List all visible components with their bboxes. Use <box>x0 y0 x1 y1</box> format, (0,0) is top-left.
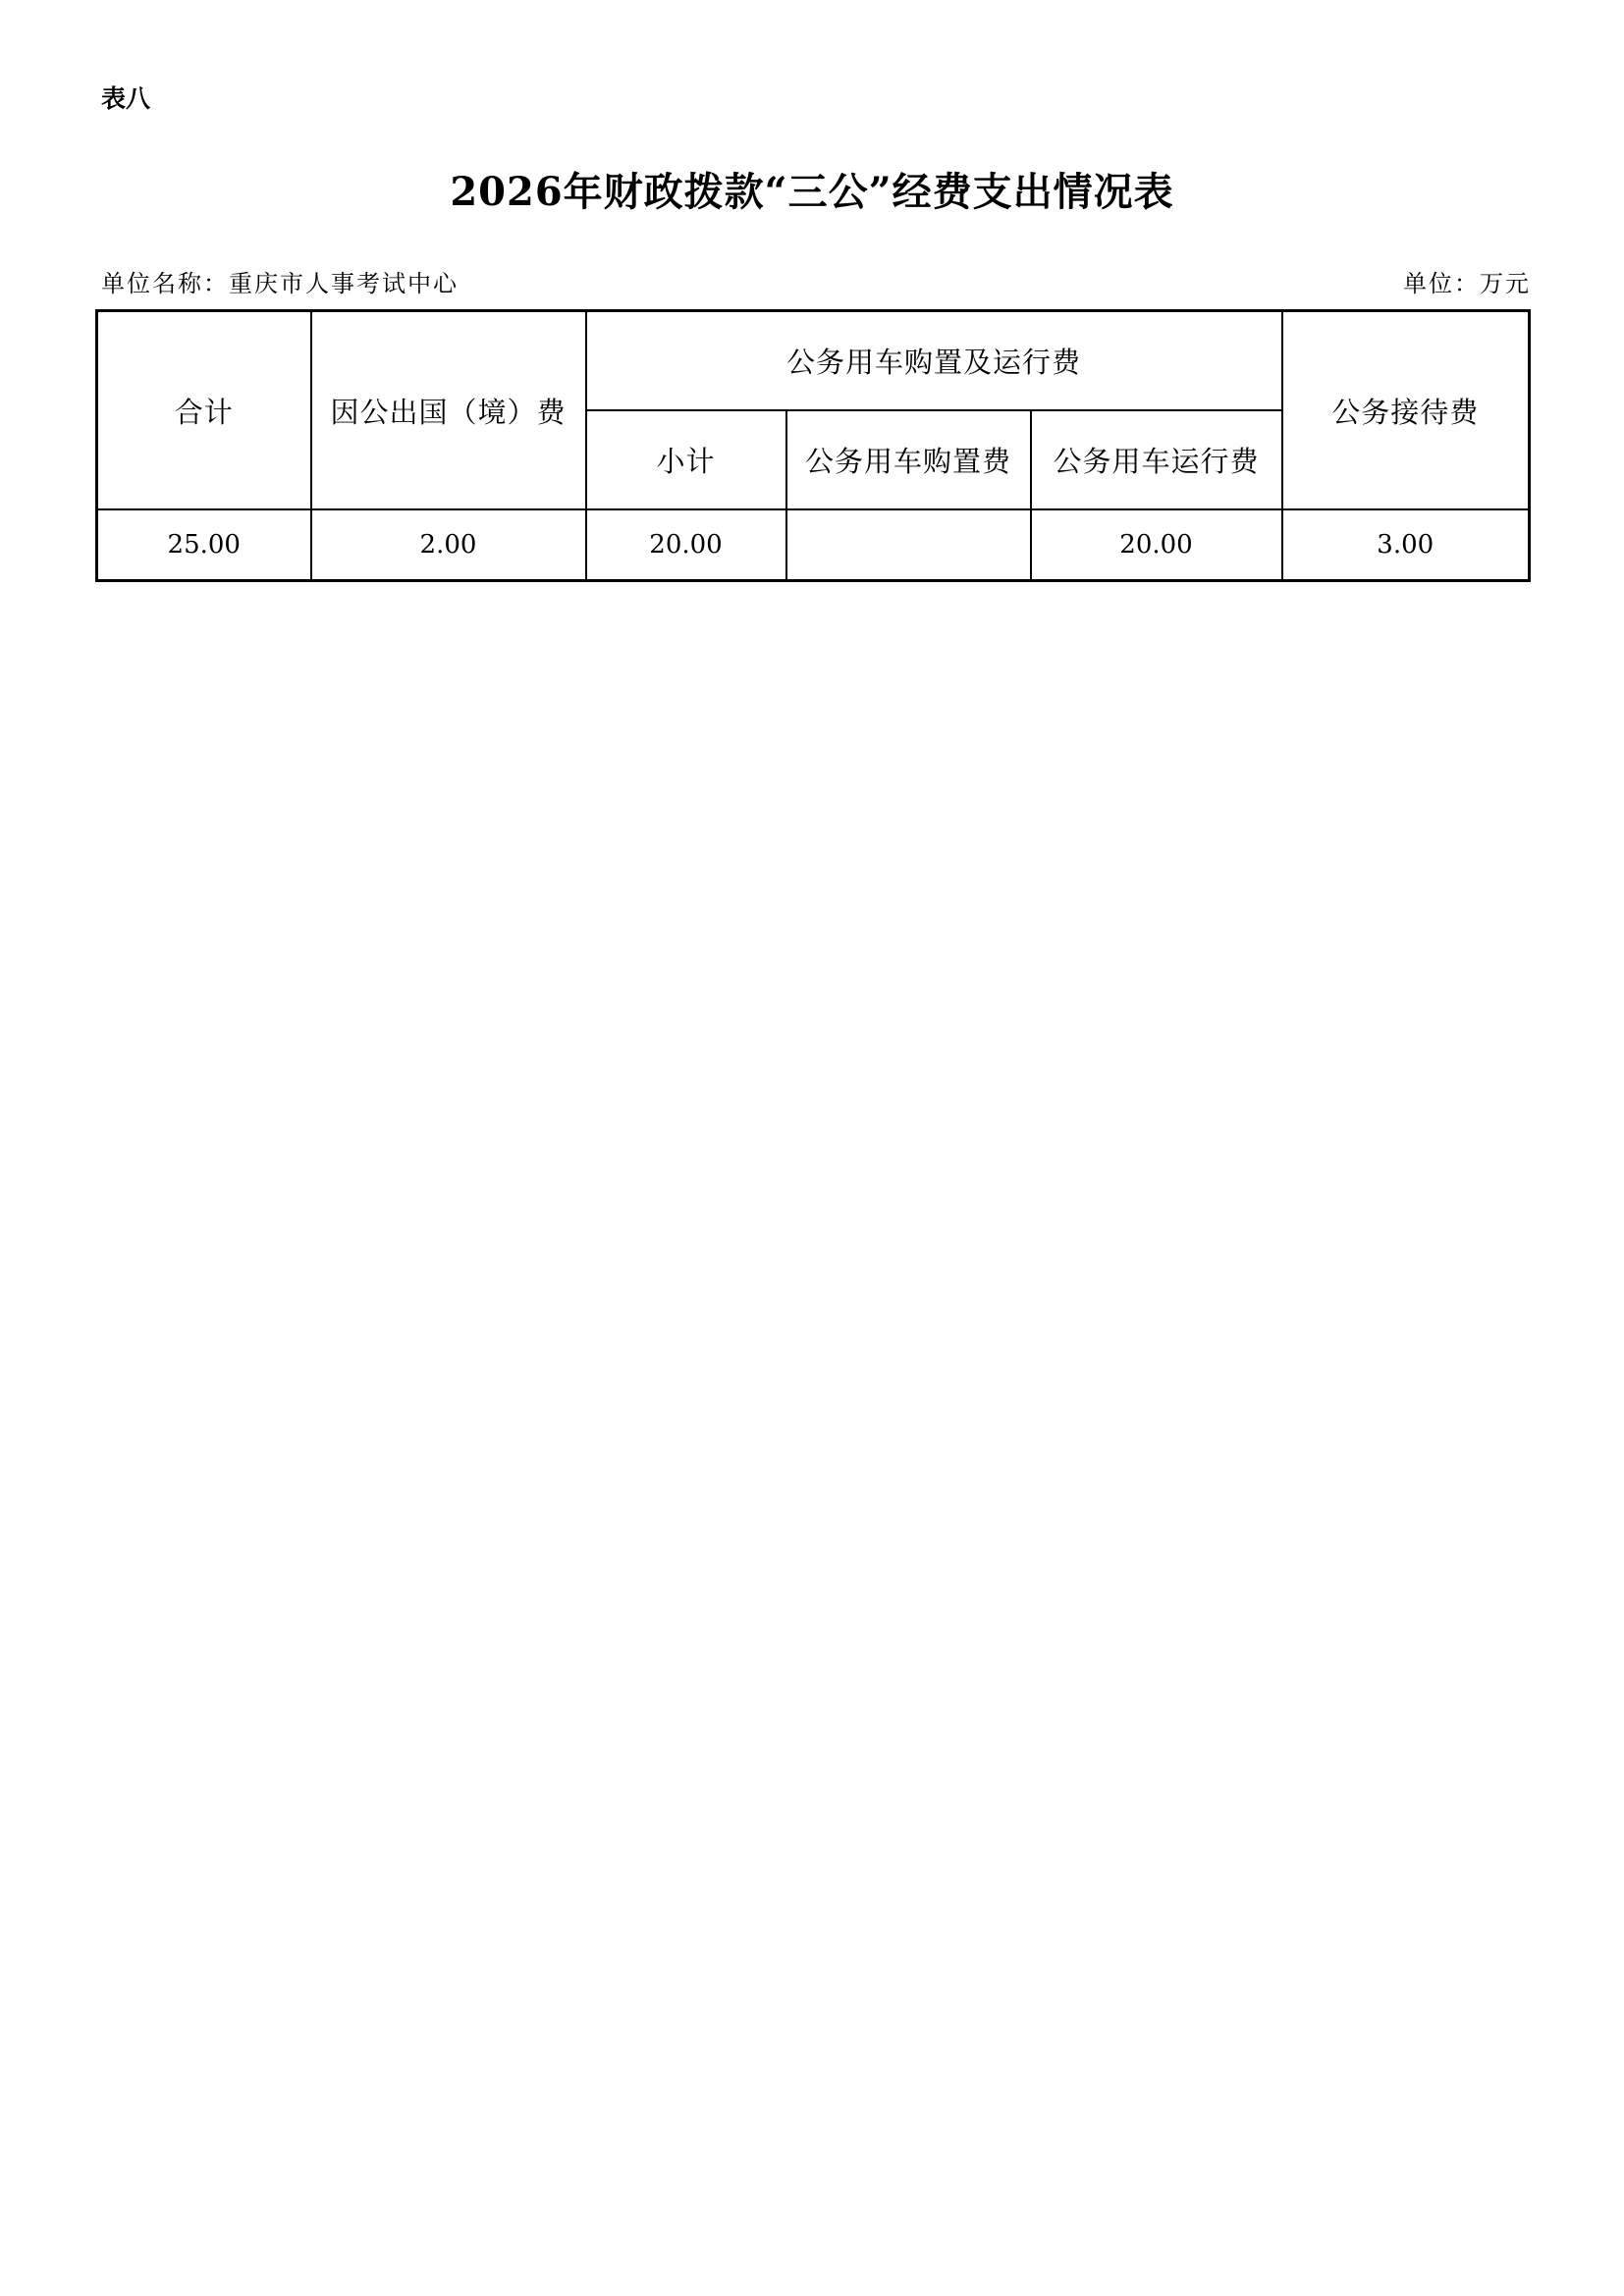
header-total: 合计 <box>97 311 311 510</box>
cell-total: 25.00 <box>97 509 311 581</box>
cell-reception: 3.00 <box>1282 509 1530 581</box>
table-row <box>97 509 1530 581</box>
header-vehicle-subtotal: 小计 <box>586 410 786 509</box>
table-number-label: 表八 <box>101 84 151 113</box>
document-title: 2026年财政拨款“三公”经费支出情况表 <box>450 169 1174 215</box>
unit-name-label: 单位名称：重庆市人事考试中心 <box>101 270 459 297</box>
currency-unit-label: 单位：万元 <box>1403 270 1531 297</box>
cell-vehicle-operation: 20.00 <box>1031 509 1282 581</box>
cell-overseas-travel: 2.00 <box>311 509 586 581</box>
cell-vehicle-subtotal: 20.00 <box>586 509 786 581</box>
header-reception: 公务接待费 <box>1282 311 1530 510</box>
meta-row <box>101 267 1531 300</box>
header-vehicle-purchase: 公务用车购置费 <box>786 410 1031 509</box>
header-overseas-travel: 因公出国（境）费 <box>311 311 586 510</box>
header-vehicle-group: 公务用车购置及运行费 <box>586 311 1282 411</box>
cell-vehicle-purchase <box>786 509 1031 581</box>
header-vehicle-operation: 公务用车运行费 <box>1031 410 1282 509</box>
header-row-top <box>97 311 1530 411</box>
three-public-expenses-table <box>95 309 1531 582</box>
